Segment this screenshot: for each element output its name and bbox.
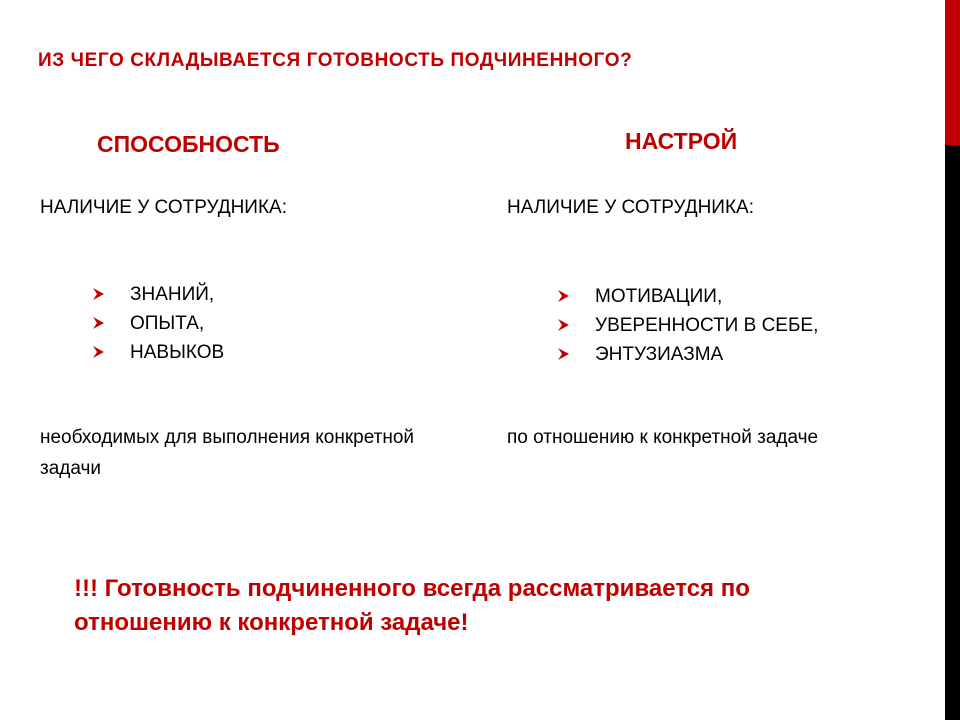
list-item-label: НАВЫКОВ — [130, 342, 225, 363]
arrow-bullet-icon — [90, 344, 106, 360]
list-item — [90, 280, 224, 309]
arrow-bullet-icon — [90, 315, 106, 331]
arrow-bullet-icon — [555, 346, 571, 362]
column-intro-attitude: НАЛИЧИЕ У СОТРУДНИКА: — [507, 197, 754, 218]
column-outro-attitude: по отношению к конкретной задаче — [507, 427, 819, 448]
accent-stripe-red — [945, 0, 960, 145]
slide-title: ИЗ ЧЕГО СКЛАДЫВАЕТСЯ ГОТОВНОСТЬ ПОДЧИНЕННОГО? — [38, 50, 633, 71]
list-item — [555, 282, 818, 311]
slide-conclusion: !!! Готовность подчиненного всегда рассматривается по отношению к конкретной задаче! — [74, 575, 750, 636]
bullet-list-ability — [90, 280, 224, 367]
list-item — [90, 309, 224, 338]
arrow-bullet-icon — [555, 317, 571, 333]
column-intro-ability: НАЛИЧИЕ У СОТРУДНИКА: — [40, 197, 287, 218]
list-item — [555, 311, 818, 340]
list-item-label: УВЕРЕННОСТИ В СЕБЕ, — [595, 315, 819, 336]
accent-stripe-black — [945, 145, 960, 720]
bullet-list-attitude — [555, 282, 818, 369]
list-item-label: МОТИВАЦИИ, — [595, 286, 723, 307]
arrow-bullet-icon — [90, 286, 106, 302]
list-item — [90, 338, 224, 367]
list-item-label: ЗНАНИЙ, — [130, 284, 215, 305]
list-item-label: ЭНТУЗИАЗМА — [595, 344, 724, 365]
column-heading-ability: СПОСОБНОСТЬ — [97, 131, 280, 157]
arrow-bullet-icon — [555, 288, 571, 304]
column-outro-ability: необходимых для выполнения конкретной задачи — [40, 427, 415, 479]
list-item-label: ОПЫТА, — [130, 313, 205, 334]
column-heading-attitude: НАСТРОЙ — [625, 128, 738, 154]
list-item — [555, 340, 818, 369]
